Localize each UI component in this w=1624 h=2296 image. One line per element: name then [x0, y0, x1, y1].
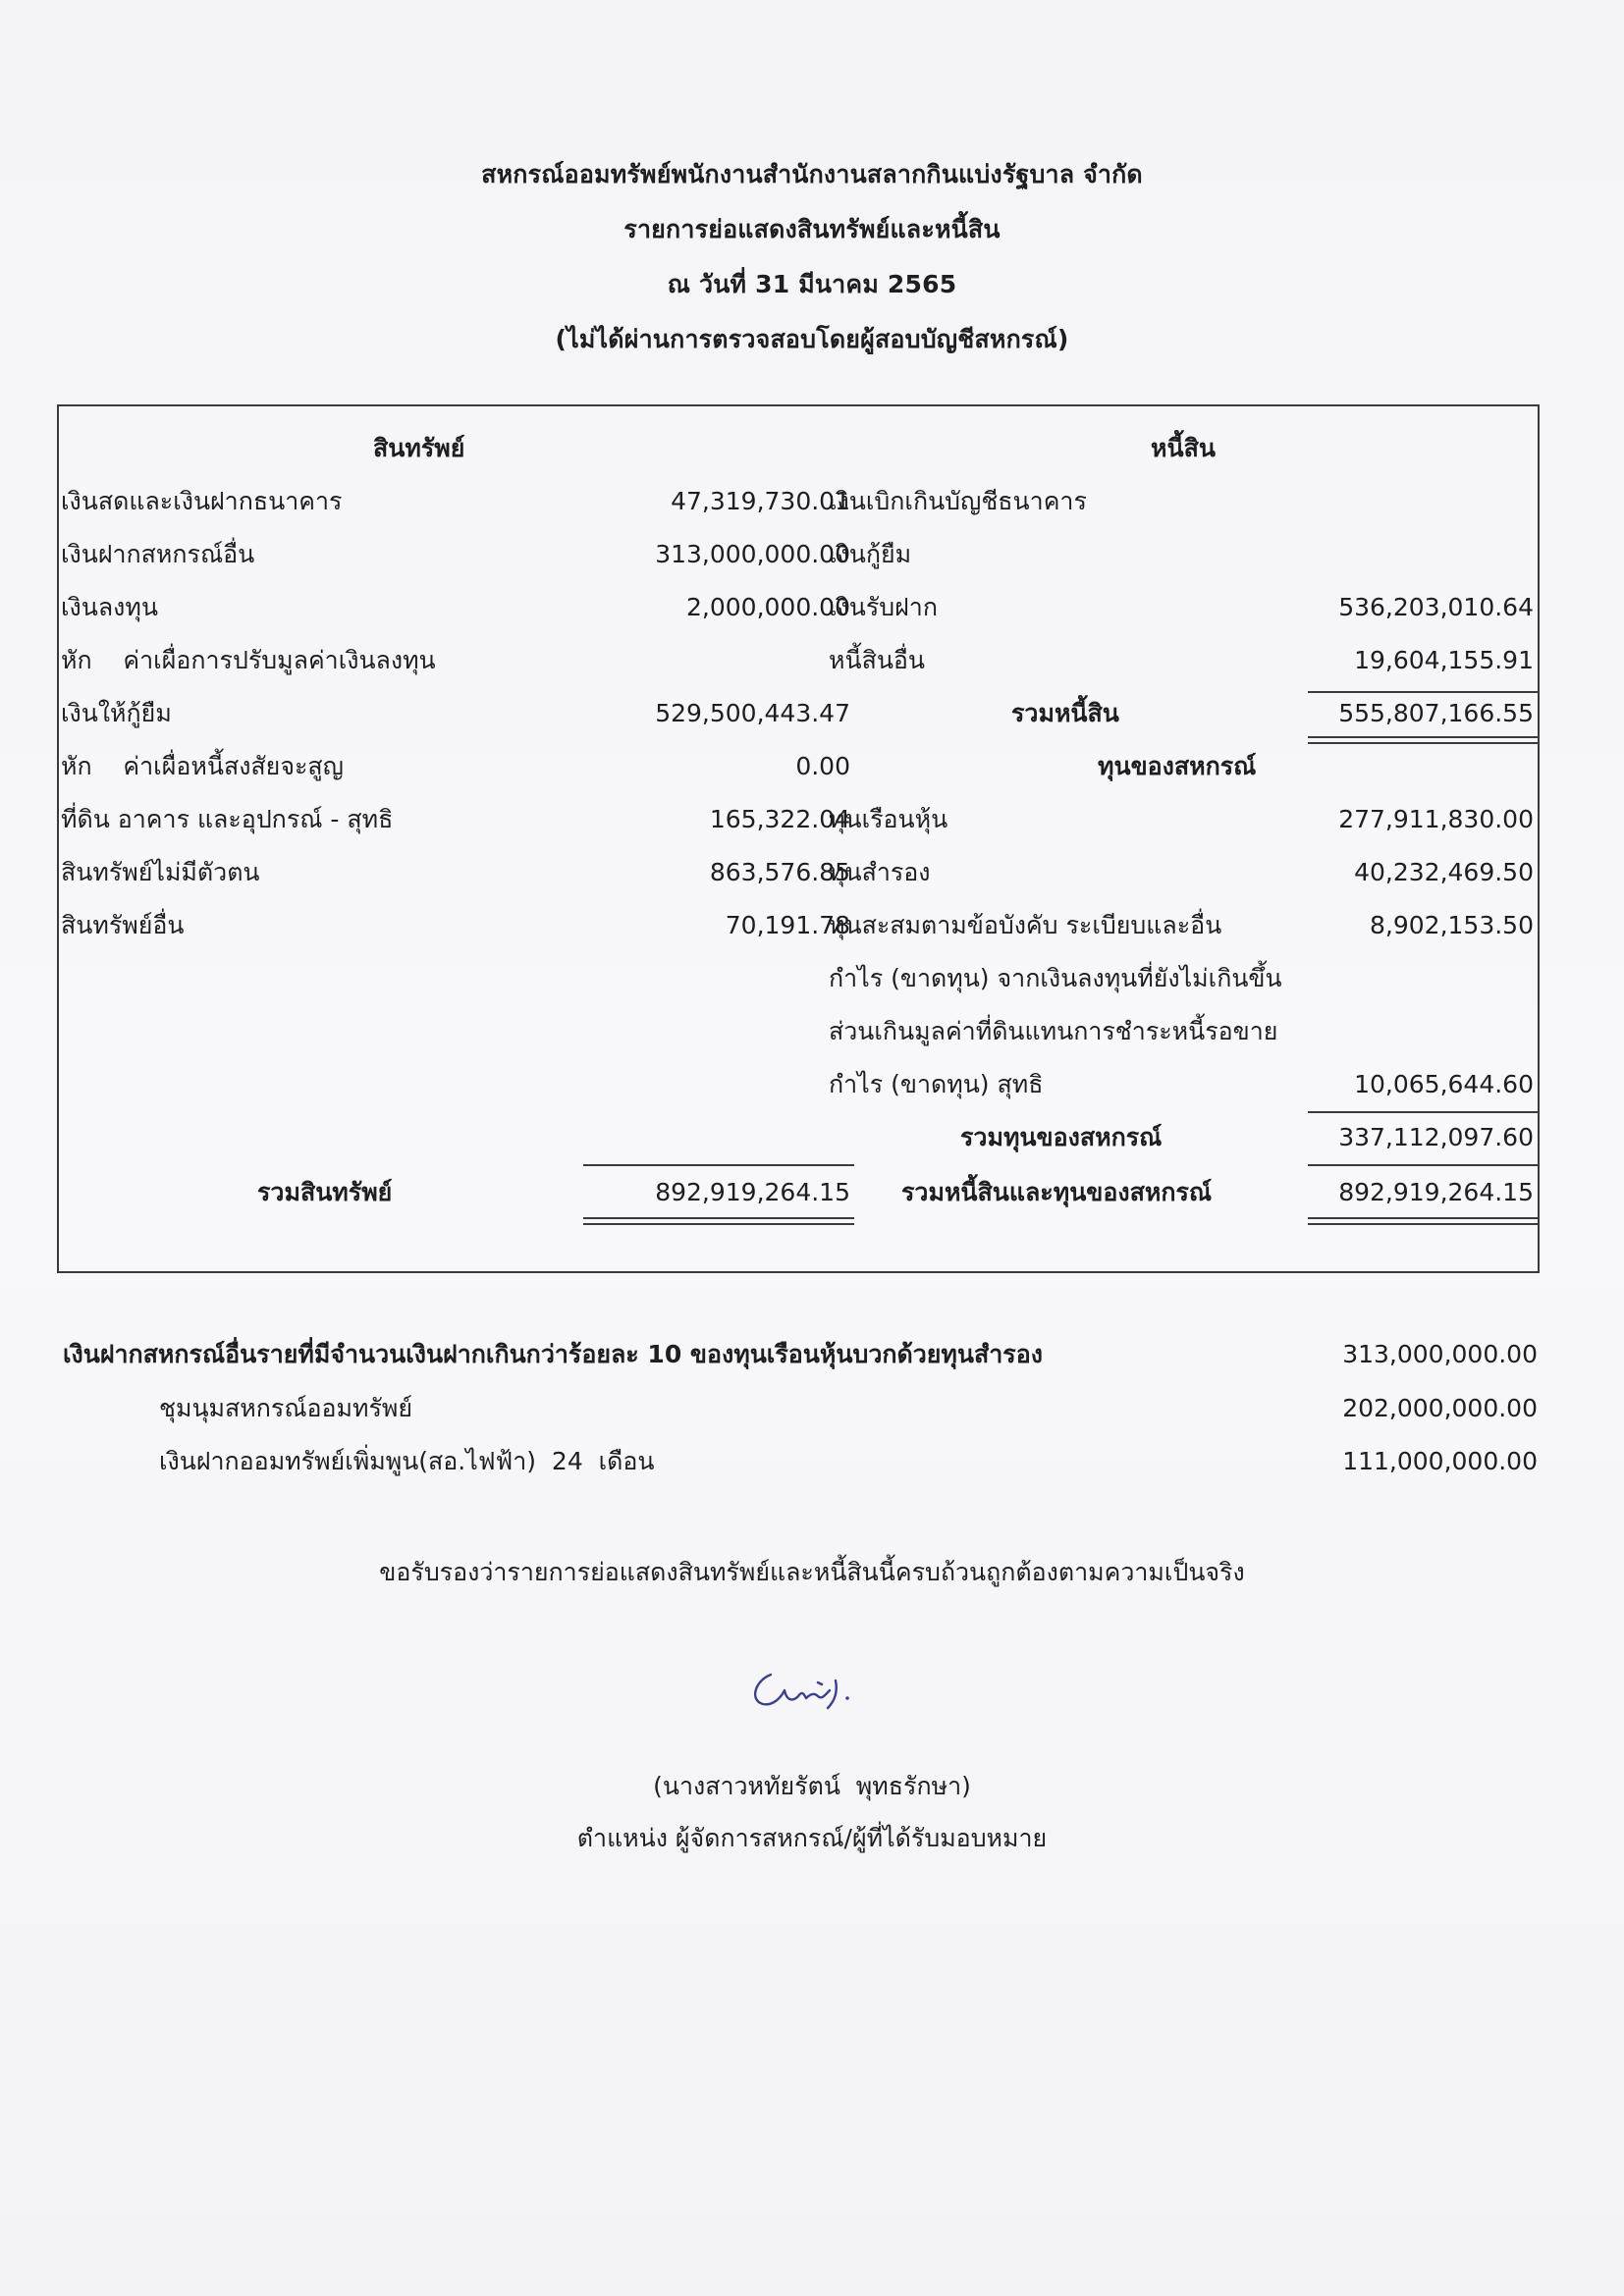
- liabilities-total-rule-2: [1308, 742, 1538, 744]
- equity-value-net-profit: 10,065,644.60: [1354, 1070, 1534, 1098]
- liability-value-other: 19,604,155.91: [1354, 646, 1534, 674]
- grand-total-rule-1: [1308, 1217, 1538, 1219]
- liability-label-borrowings: เงินกู้ยืม: [829, 540, 912, 568]
- asset-label-other: สินทรัพย์อื่น: [61, 911, 185, 939]
- report-date: ณ วันที่ 31 มีนาคม 2565: [667, 270, 957, 298]
- equity-label-accumulated-fund: ทุนสะสมตามข้อบังคับ ระเบียบและอื่น: [829, 911, 1222, 939]
- equity-label-land-surplus: ส่วนเกินมูลค่าที่ดินแทนการชำระหนี้รอขาย: [829, 1017, 1278, 1045]
- equity-label-share-capital: ทุนเรือนหุ้น: [829, 805, 948, 833]
- assets-heading: สินทรัพย์: [373, 434, 465, 462]
- asset-value-coop-deposit: 313,000,000.00: [655, 540, 850, 568]
- report-title: รายการย่อแสดงสินทรัพย์และหนี้สิน: [623, 215, 1001, 243]
- equity-label-reserve: ทุนสำรอง: [829, 858, 931, 886]
- assets-total-rule-1: [583, 1217, 854, 1219]
- asset-value-cash: 47,319,730.01: [671, 487, 850, 515]
- assets-total-value: 892,919,264.15: [655, 1178, 850, 1206]
- asset-label-property: ที่ดิน อาคาร และอุปกรณ์ - สุทธิ: [61, 805, 394, 833]
- asset-label-cash: เงินสดและเงินฝากธนาคาร: [61, 487, 343, 515]
- deposit-item-value: 202,000,000.00: [1342, 1394, 1538, 1422]
- net-profit-rule: [1308, 1111, 1538, 1113]
- asset-value-doubtful-allowance: 0.00: [795, 752, 850, 780]
- asset-value-other: 70,191.78: [725, 911, 850, 939]
- equity-total-label: รวมทุนของสหกรณ์: [960, 1123, 1163, 1151]
- deposits-title: เงินฝากสหกรณ์อื่นรายที่มีจำนวนเงินฝากเกินกว่าร้อยละ 10 ของทุนเรือนหุ้นบวกด้วยทุนสำรอง: [63, 1340, 1043, 1368]
- asset-value-property: 165,322.04: [709, 805, 850, 833]
- equity-heading: ทุนของสหกรณ์: [1098, 752, 1257, 780]
- liability-value-deposits: 536,203,010.64: [1338, 593, 1534, 621]
- equity-total-rule: [1308, 1164, 1538, 1166]
- signature-mark: [741, 1661, 879, 1720]
- liabilities-total-label: รวมหนี้สิน: [1011, 699, 1119, 727]
- liabilities-heading: หนี้สิน: [1151, 434, 1216, 462]
- asset-label-investment-allowance: หัก ค่าเผื่อการปรับมูลค่าเงินลงทุน: [61, 646, 436, 674]
- audit-note: (ไม่ได้ผ่านการตรวจสอบโดยผู้สอบบัญชีสหกรณ์): [555, 325, 1069, 353]
- grand-total-rule-2: [1308, 1223, 1538, 1225]
- deposit-item-value: 111,000,000.00: [1342, 1447, 1538, 1475]
- equity-value-share-capital: 277,911,830.00: [1338, 805, 1534, 833]
- signatory-name: (นางสาวหทัยรัตน์ พุทธรักษา): [653, 1772, 971, 1800]
- grand-total-value: 892,919,264.15: [1338, 1178, 1534, 1206]
- asset-label-loans: เงินให้กู้ยืม: [61, 699, 172, 727]
- liabilities-total-rule-1: [1308, 736, 1538, 738]
- deposit-item-label: เงินฝากออมทรัพย์เพิ่มพูน(สอ.ไฟฟ้า) 24 เดือน: [159, 1447, 655, 1475]
- asset-label-investment: เงินลงทุน: [61, 593, 158, 621]
- assets-total-rule-2: [583, 1223, 854, 1225]
- equity-value-reserve: 40,232,469.50: [1354, 858, 1534, 886]
- asset-value-loans: 529,500,443.47: [655, 699, 850, 727]
- equity-label-net-profit: กำไร (ขาดทุน) สุทธิ: [829, 1070, 1044, 1098]
- liabilities-total-top-rule: [1308, 691, 1538, 693]
- cooperative-name: สหกรณ์ออมทรัพย์พนักงานสำนักงานสลากกินแบ่งรัฐบาล จำกัด: [481, 160, 1143, 188]
- asset-label-doubtful-allowance: หัก ค่าเผื่อหนี้สงสัยจะสูญ: [61, 752, 344, 780]
- document-header: [0, 147, 1624, 367]
- asset-label-intangible: สินทรัพย์ไม่มีตัวตน: [61, 858, 260, 886]
- asset-label-coop-deposit: เงินฝากสหกรณ์อื่น: [61, 540, 255, 568]
- liabilities-total-value: 555,807,166.55: [1338, 699, 1534, 727]
- certification-statement: ขอรับรองว่ารายการย่อแสดงสินทรัพย์และหนี้สินนี้ครบถ้วนถูกต้องตามความเป็นจริง: [379, 1558, 1245, 1586]
- deposit-item-label: ชุมนุมสหกรณ์ออมทรัพย์: [159, 1394, 413, 1422]
- signatory-position: ตำแหน่ง ผู้จัดการสหกรณ์/ผู้ที่ได้รับมอบหมาย: [576, 1824, 1048, 1852]
- liability-label-deposits: เงินรับฝาก: [829, 593, 938, 621]
- liability-label-other: หนี้สินอื่น: [829, 646, 926, 674]
- equity-label-unrealized-gain: กำไร (ขาดทุน) จากเงินลงทุนที่ยังไม่เกินขึ้น: [829, 964, 1282, 992]
- balance-sheet-table: [57, 404, 1540, 1273]
- deposits-title-value: 313,000,000.00: [1342, 1340, 1538, 1368]
- asset-value-investment: 2,000,000.00: [686, 593, 850, 621]
- asset-value-intangible: 863,576.85: [709, 858, 850, 886]
- equity-total-value: 337,112,097.60: [1338, 1123, 1534, 1151]
- assets-total-top-rule: [583, 1164, 854, 1166]
- grand-total-label: รวมหนี้สินและทุนของสหกรณ์: [901, 1178, 1213, 1206]
- liability-label-overdraft: เงินเบิกเกินบัญชีธนาคาร: [829, 487, 1087, 515]
- assets-total-label: รวมสินทรัพย์: [257, 1178, 393, 1206]
- equity-value-accumulated-fund: 8,902,153.50: [1370, 911, 1534, 939]
